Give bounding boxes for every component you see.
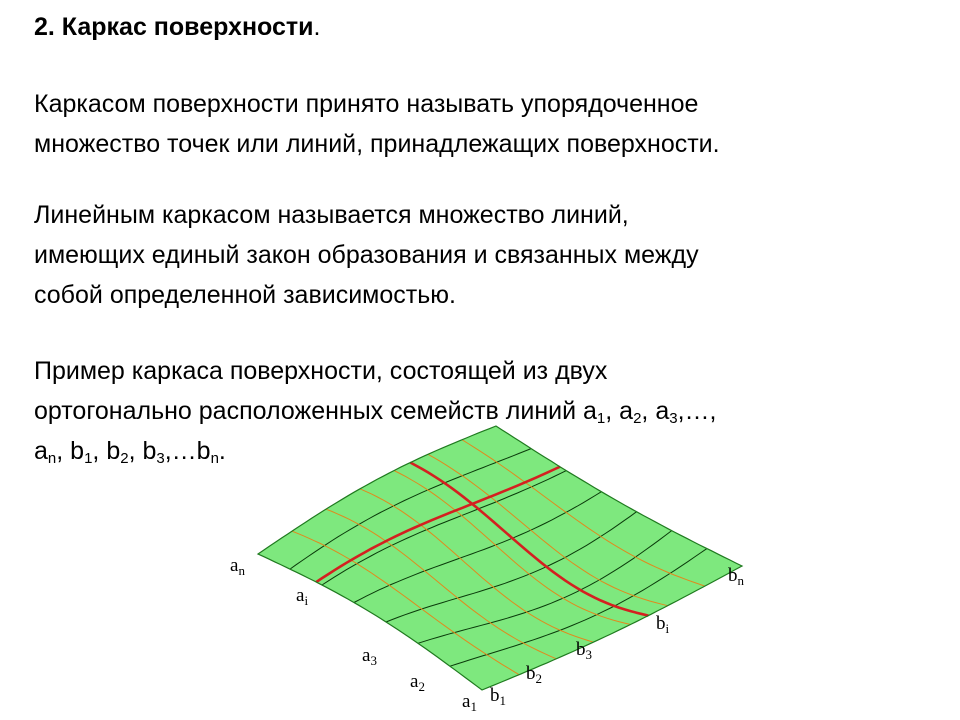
- label-bi-letter: b: [656, 613, 666, 634]
- seq-end: ,…,: [677, 397, 717, 425]
- paragraph2-line2: имеющих единый закон образования и связанных между: [34, 241, 699, 269]
- seq-sub: 2: [120, 450, 129, 467]
- label-a3-letter: a: [362, 645, 371, 666]
- label-ai: [296, 586, 308, 606]
- label-b1-index: 1: [499, 693, 506, 708]
- seq-sep: ,: [128, 437, 143, 465]
- label-b3-letter: b: [576, 639, 586, 660]
- label-a3-index: 3: [370, 653, 377, 668]
- label-bn-letter: b: [728, 565, 738, 586]
- seq-sub: 3: [669, 410, 678, 427]
- seq-a: a: [34, 437, 48, 465]
- label-a2: [410, 672, 425, 692]
- label-b1: [490, 686, 506, 706]
- label-b2-index: 2: [535, 671, 542, 686]
- label-a1-letter: a: [462, 691, 471, 712]
- label-b3-index: 3: [585, 647, 592, 662]
- seq-sep: ,…: [164, 437, 197, 465]
- title-period: .: [313, 13, 321, 41]
- seq-sep: ,: [56, 437, 71, 465]
- label-a2-letter: a: [410, 671, 419, 692]
- seq-end: .: [218, 437, 226, 465]
- label-an-letter: a: [230, 555, 239, 576]
- seq-sep: ,: [641, 397, 656, 425]
- label-b2: [526, 664, 542, 684]
- seq-sub: n: [47, 450, 57, 467]
- label-a3: [362, 646, 377, 666]
- label-a1: [462, 692, 477, 712]
- seq-sub: 3: [156, 450, 165, 467]
- label-bn-index: n: [737, 573, 744, 588]
- label-bi: [656, 614, 669, 634]
- seq-a: a: [655, 397, 670, 425]
- label-b2-letter: b: [526, 663, 536, 684]
- seq-a: a: [583, 397, 597, 425]
- label-a1-index: 1: [470, 699, 477, 714]
- seq-b: b: [142, 437, 157, 465]
- seq-sub: 1: [596, 410, 606, 427]
- seq-a: a: [619, 397, 634, 425]
- seq-b: b: [106, 437, 121, 465]
- seq-sub: 1: [84, 450, 93, 467]
- label-bi-index: i: [665, 621, 670, 636]
- paragraph2-line1: Линейным каркасом называется множество линий,: [34, 201, 629, 229]
- paragraph3-line1: Пример каркаса поверхности, состоящей из двух: [34, 357, 608, 385]
- paragraph2-line3: собой определенной зависимостью.: [34, 281, 456, 309]
- label-b3: [576, 640, 592, 660]
- seq-b: b: [196, 437, 211, 465]
- seq-b: b: [70, 437, 85, 465]
- paragraph1-line2: множество точек или линий, принадлежащих поверхности.: [34, 130, 720, 158]
- label-an: [230, 556, 245, 576]
- label-bn: [728, 566, 744, 586]
- seq-sub: 2: [633, 410, 642, 427]
- seq-sub: n: [210, 450, 219, 467]
- label-ai-index: i: [304, 593, 309, 608]
- paragraph3-line2-text: ортогонально расположенных семейств линий: [34, 397, 583, 425]
- title-text: 2. Каркас поверхности: [34, 13, 314, 41]
- paragraph1-line1: Каркасом поверхности принято называть упорядоченное: [34, 90, 699, 118]
- label-a2-index: 2: [418, 679, 425, 694]
- seq-sep: ,: [92, 437, 107, 465]
- label-b1-letter: b: [490, 685, 500, 706]
- seq-sep: ,: [605, 397, 620, 425]
- label-ai-letter: a: [296, 585, 305, 606]
- label-an-index: n: [238, 563, 245, 578]
